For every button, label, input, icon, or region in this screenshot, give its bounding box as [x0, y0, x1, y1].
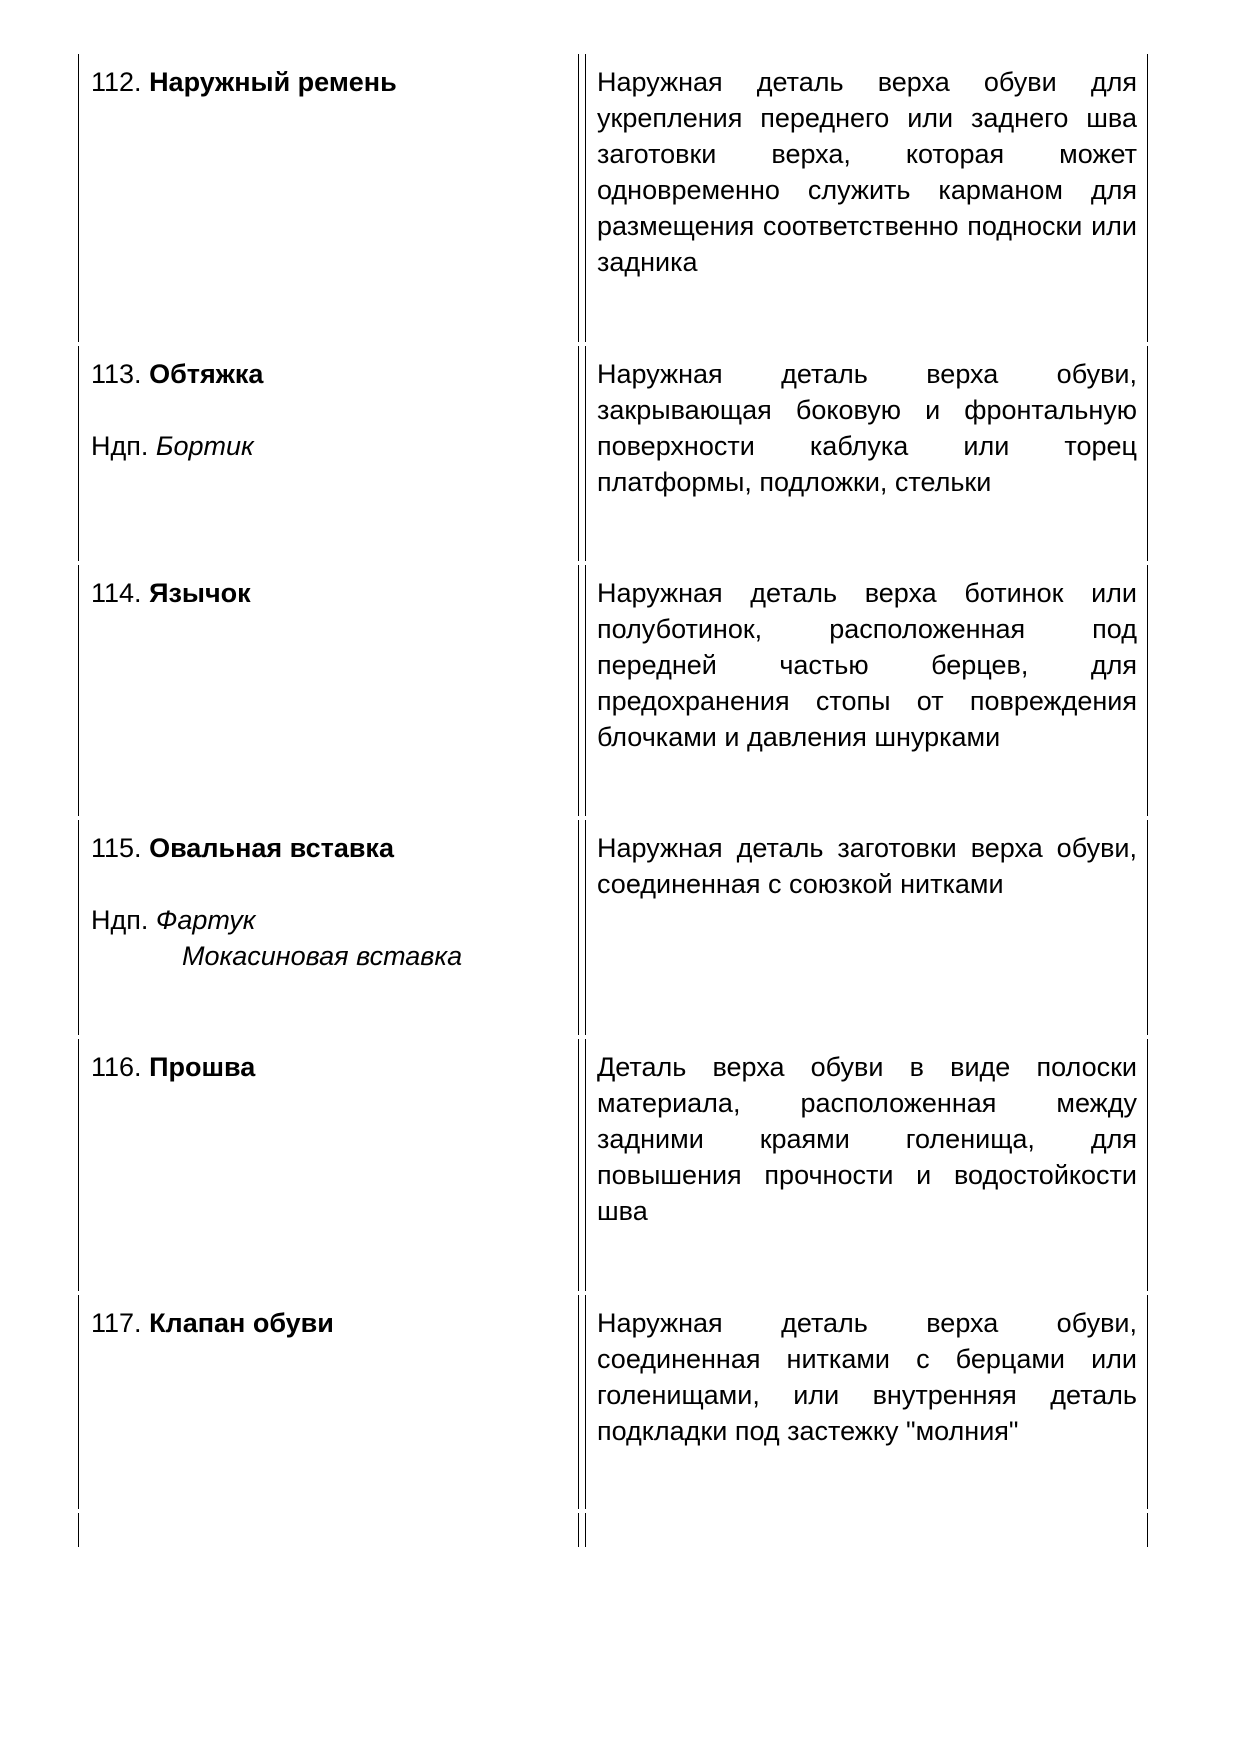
column-divider [578, 820, 586, 1039]
definition-cell [586, 1513, 1148, 1551]
definition-cell: Наружная деталь верха обуви, закрывающая боковую и фронтальную поверхности каблука или торец платформы, подложки, стельки [586, 346, 1148, 565]
entry-number: 113. [91, 359, 142, 389]
table-row [78, 565, 1158, 820]
table-row [78, 1295, 1158, 1513]
deprecated-term-text-2: Мокасиновая вставка [182, 941, 463, 971]
table-row [78, 346, 1158, 565]
table-row [78, 1039, 1158, 1295]
entry-number: 117. [91, 1308, 142, 1338]
term-name: Клапан обуви [149, 1308, 334, 1338]
table-row [78, 54, 1158, 346]
column-divider [578, 1295, 586, 1513]
term-cell [78, 1039, 578, 1295]
table-row-empty [78, 1513, 1158, 1551]
column-divider [578, 1039, 586, 1295]
entry-number: 116. [91, 1052, 142, 1082]
terms-table [78, 54, 1158, 1551]
definition-cell: Наружная деталь верха обуви для укрепления переднего или заднего шва заготовки верха, которая может одновременно служить карманом для размещения соответственно подноски или задника [586, 54, 1148, 346]
entry-number: 115. [91, 833, 142, 863]
entry-number: 114. [91, 578, 142, 608]
term-cell [78, 54, 578, 346]
term-name: Наружный ремень [149, 67, 397, 97]
ndp-label: Ндп. [91, 431, 149, 461]
definition-cell: Наружная деталь верха обуви, соединенная нитками с берцами или голенищами, или внутренняя деталь подкладки под застежку "молния" [586, 1295, 1148, 1513]
definition-cell: Наружная деталь верха ботинок или полуботинок, расположенная под передней частью берцев, для предохранения стопы от повреждения блочками и давления шнурками [586, 565, 1148, 820]
term-cell [78, 565, 578, 820]
table-row [78, 820, 1158, 1039]
definition-cell: Наружная деталь заготовки верха обуви, соединенная с союзкой нитками [586, 820, 1148, 1039]
deprecated-term-text: Бортик [155, 431, 254, 461]
deprecated-term [91, 902, 578, 938]
column-divider [578, 54, 586, 346]
column-divider [578, 346, 586, 565]
deprecated-term [91, 428, 578, 464]
column-divider [578, 565, 586, 820]
term-cell [78, 1513, 578, 1551]
term-name: Овальная вставка [149, 833, 394, 863]
term-cell [78, 1295, 578, 1513]
definition-cell: Деталь верха обуви в виде полоски материала, расположенная между задними краями голенища, для повышения прочности и водостойкости шва [586, 1039, 1148, 1295]
ndp-label: Ндп. [91, 905, 149, 935]
deprecated-term-text: Фартук [155, 905, 256, 935]
term-cell [78, 346, 578, 565]
term-name: Обтяжка [149, 359, 264, 389]
column-divider [578, 1513, 586, 1551]
term-cell [78, 820, 578, 1039]
term-name: Прошва [149, 1052, 256, 1082]
entry-number: 112. [91, 67, 142, 97]
term-name: Язычок [149, 578, 251, 608]
